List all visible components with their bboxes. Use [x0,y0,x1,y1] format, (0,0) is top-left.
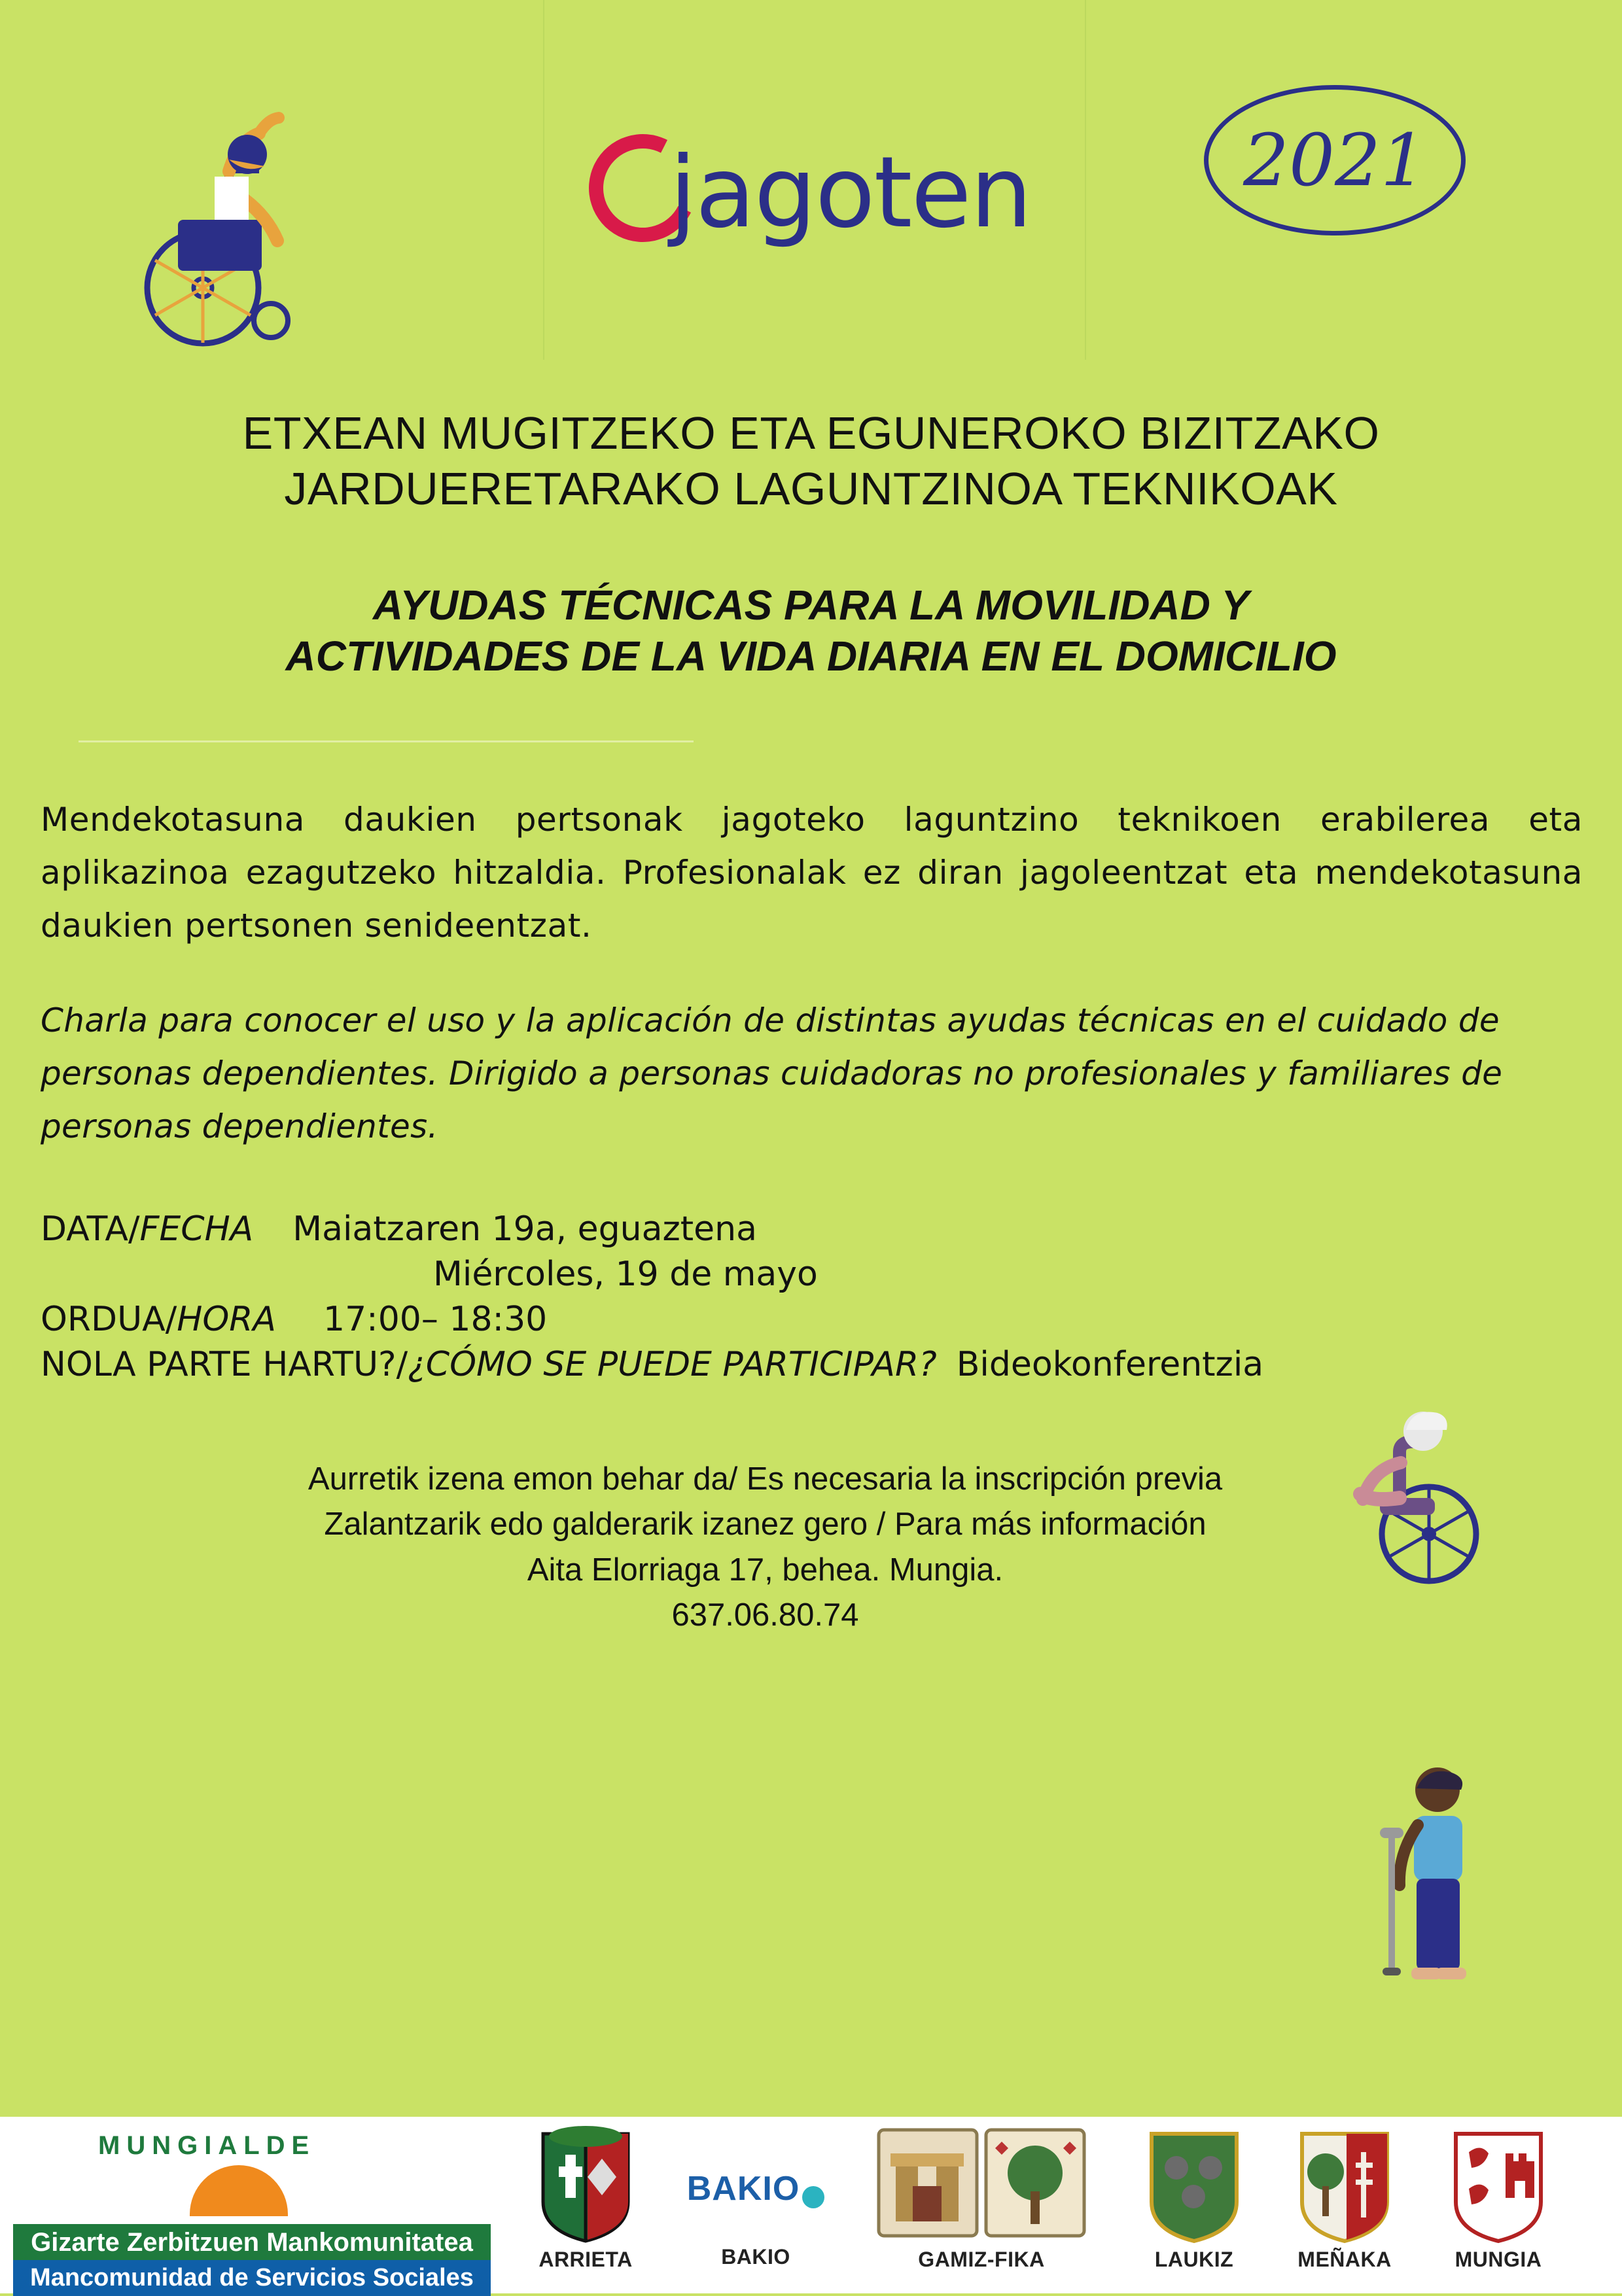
time-value: 17:00– 18:30 [323,1300,548,1340]
coat-of-arms-arrieta-icon [537,2126,635,2244]
town-laukiz [1119,2126,1269,2272]
coat-of-arms-gamiz-fika-icon [873,2126,1089,2244]
detail-row-date-es [41,1252,1622,1297]
bakio-dot-icon [802,2186,824,2208]
section-divider [79,740,694,742]
title-basque-line1: ETXEAN MUGITZEKO ETA EGUNEROKO BIZITZAKO [242,408,1380,459]
date-value-spanish: Miércoles, 19 de mayo [433,1255,818,1295]
year-badge [1204,85,1466,235]
note-line-3: Aita Elorriaga 17, behea. Mungia. [527,1552,1004,1588]
title-spanish [0,580,1622,682]
event-details [0,1207,1622,1388]
note-line-2: Zalantzarik edo galderarik izanez gero / Para más información [324,1506,1207,1542]
brand-name: jagoten [669,136,1031,250]
poster-header [0,0,1622,406]
coat-of-arms-mungia-icon [1449,2126,1547,2244]
detail-row-time [41,1297,1622,1342]
body-text [0,793,1622,1153]
year-text: 2021 [1243,118,1426,202]
title-spanish-line2: ACTIVIDADES DE LA VIDA DIARIA EN EL DOMICILIO [285,632,1337,680]
town-mungia [1420,2126,1577,2272]
sponsor-strip [0,2117,1622,2293]
town-name-gamiz-fika: GAMIZ-FIKA [918,2248,1045,2271]
note-phone: 637.06.80.74 [671,1597,859,1633]
town-name-menaka: MEÑAKA [1297,2248,1392,2271]
mungialde-band-basque: Gizarte Zerbitzuen Mankomunitatea [13,2224,491,2261]
town-name-arrieta: ARRIETA [538,2248,633,2271]
time-label: ORDUA/HORA [41,1300,276,1340]
mungialde-logo [0,2126,504,2289]
brand-logo [589,131,1031,250]
wheelchair-athlete-icon [131,92,347,366]
detail-row-date [41,1207,1622,1252]
title-basque-line2: JARDUERETARAKO LAGUNTZINOA TEKNIKOAK [284,463,1338,515]
date-value-basque: Maiatzaren 19a, eguaztena [292,1209,757,1249]
town-bakio [667,2126,844,2269]
town-name-mungia: MUNGIA [1455,2248,1542,2271]
paragraph-spanish: Charla para conocer el uso y la aplicación de distintas ayudas técnicas en el cuidado de personas dependientes. Dirigido a personas cuidadoras no profesionales y familiares de personas dependientes. [41,1001,1503,1145]
mungialde-arc-text: MUNGIALDE [98,2131,316,2160]
person-with-crutch-icon [1354,1760,1504,2008]
town-gamiz-fika [844,2126,1119,2272]
detail-row-how [41,1342,1622,1387]
coat-of-arms-laukiz-icon [1145,2126,1243,2244]
how-label: NOLA PARTE HARTU?/¿CÓMO SE PUEDE PARTICIPAR? [41,1345,937,1385]
town-name-bakio: BAKIO [721,2245,790,2269]
how-value: Bideokonferentzia [956,1345,1264,1385]
bakio-word: BAKIO [686,2170,800,2208]
coat-of-arms-menaka-icon [1296,2126,1394,2244]
paragraph-basque: Mendekotasuna daukien pertsonak jagoteko laguntzino teknikoen erabilerea eta aplikazinoa ezagutzeko hitzaldia. Profesionalak ez diran jagoleentzat eta mendekotasuna daukien pertsonen senideentzat. [41,800,1583,945]
town-menaka [1269,2126,1420,2272]
bakio-wordmark-icon [687,2169,825,2208]
title-basque [0,406,1622,517]
note-line-1: Aurretik izena emon behar da/ Es necesaria la inscripción previa [308,1461,1223,1497]
mungialde-band-spanish: Mancomunidad de Servicios Sociales [13,2260,491,2296]
elderly-wheelchair-icon [1301,1400,1498,1596]
date-label: DATA/FECHA [41,1209,254,1249]
title-spanish-line1: AYUDAS TÉCNICAS PARA LA MOVILIDAD Y [372,581,1250,629]
town-name-laukiz: LAUKIZ [1154,2248,1234,2271]
town-arrieta [504,2126,667,2272]
sun-icon [190,2165,288,2216]
